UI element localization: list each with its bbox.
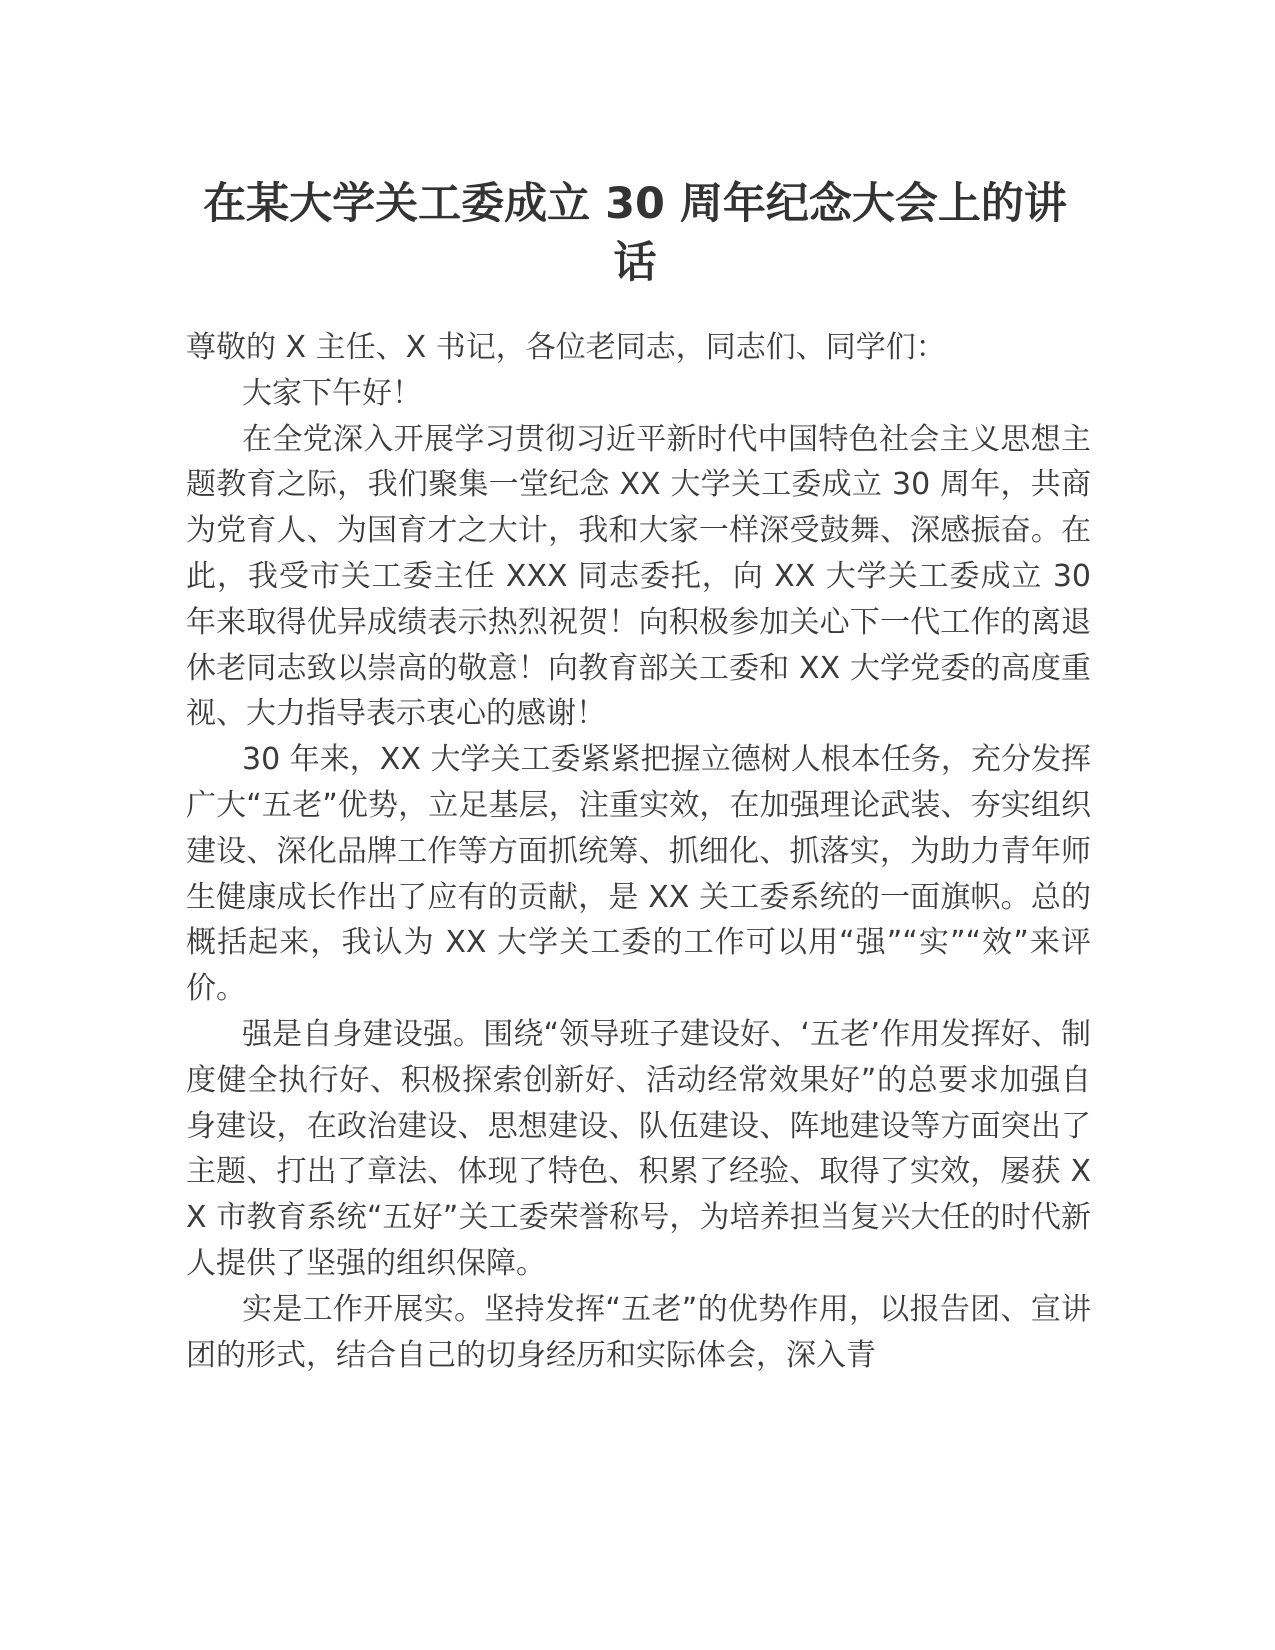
greeting: 大家下午好！ <box>242 375 422 411</box>
document-body <box>186 325 1091 1378</box>
paragraph: 强是自身建设强。围绕“领导班子建设好、‘五老’作用发挥好、制度健全执行好、积极探索创新好、活动经常效果好”的总要求加强自身建设，在政治建设、思想建设、队伍建设、阵地建设等方面突出了主题、打出了章法、体现了特色、积累了经验、取得了实效，屡获 XX 市教育系统“五好”关工委荣誉称号，为培养担当复兴大任的时代新人提供了坚强的组织保障。 <box>186 1016 1091 1281</box>
document-title: 在某大学关工委成立 30 周年纪念大会上的讲话 <box>203 179 1067 288</box>
salutation: 尊敬的 X 主任、X 书记，各位老同志，同志们、同学们： <box>186 330 946 365</box>
paragraph: 实是工作开展实。坚持发挥“五老”的优势作用，以报告团、宣讲团的形式，结合自己的切身经历和实际体会，深入青 <box>186 1291 1091 1373</box>
paragraph: 在全党深入开展学习贯彻习近平新时代中国特色社会主义思想主题教育之际，我们聚集一堂纪念 XX 大学关工委成立 30 周年，共商为党育人、为国育才之大计，我和大家一样深受鼓舞、深感振奋。在此，我受市关工委主任 XXX 同志委托，向 XX 大学关工委成立 30 年来取得优异成绩表示热烈祝贺！向积极参加关心下一代工作的离退休老同志致以崇高的敬意！向教育部关工委和 XX 大学党委的高度重视、大力指导表示衷心的感谢！ <box>186 421 1091 732</box>
paragraph: 30 年来，XX 大学关工委紧紧把握立德树人根本任务，充分发挥广大“五老”优势，立足基层，注重实效，在加强理论武装、夯实组织建设、深化品牌工作等方面抓统筹、抓细化、抓落实，为助力青年师生健康成长作出了应有的贡献，是 XX 关工委系统的一面旗帜。总的概括起来，我认为 XX 大学关工委的工作可以用“强”“实”“效”来评价。 <box>186 742 1091 1007</box>
